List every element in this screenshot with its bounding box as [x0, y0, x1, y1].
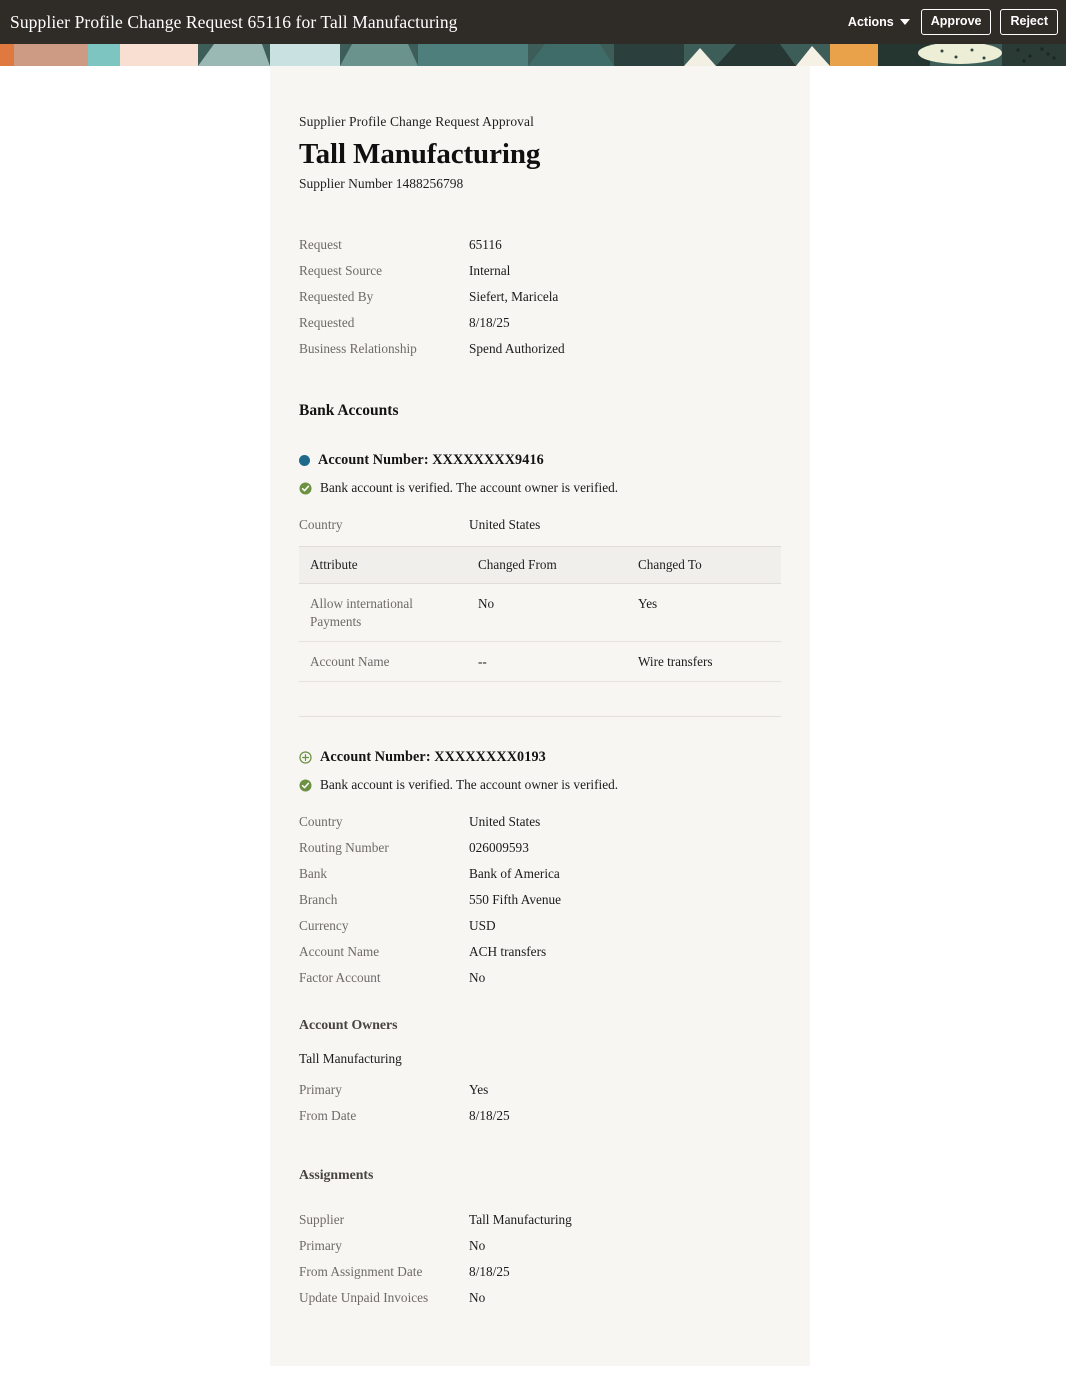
- document-eyebrow: Supplier Profile Change Request Approval: [299, 114, 534, 129]
- account-verification-row: [299, 480, 781, 496]
- account-verification-row: [299, 777, 781, 793]
- detail-row: [299, 340, 781, 358]
- column-header-changed-to: Changed To: [627, 547, 781, 584]
- verification-text: Bank account is verified. The account owner is verified.: [320, 480, 619, 496]
- bank-account-block-1: [299, 452, 781, 682]
- detail-label: Country: [299, 517, 343, 533]
- detail-label: Country: [299, 814, 343, 830]
- detail-row: [299, 969, 781, 987]
- detail-value: Tall Manufacturing: [469, 1211, 572, 1227]
- account-one-details: [299, 516, 781, 534]
- detail-value: Siefert, Maricela: [469, 289, 559, 305]
- decorative-banner-strip: [0, 44, 1066, 66]
- detail-value: 8/18/25: [469, 1263, 510, 1279]
- table-header-row: [299, 547, 781, 584]
- table-row: [299, 641, 781, 681]
- detail-row: [299, 865, 781, 883]
- detail-label: Primary: [299, 1081, 342, 1097]
- detail-value: Internal: [469, 263, 511, 279]
- column-header-attribute: Attribute: [299, 547, 467, 584]
- detail-value: No: [469, 1289, 486, 1305]
- section-divider: [299, 716, 781, 717]
- page-body: [0, 66, 1066, 1375]
- verified-check-icon: [299, 482, 312, 495]
- account-number-label: Account Number: XXXXXXXX9416: [318, 452, 544, 469]
- approval-document-card: [270, 66, 810, 1366]
- account-number-label: Account Number: XXXXXXXX0193: [320, 749, 546, 766]
- document-title: Tall Manufacturing: [299, 138, 541, 170]
- detail-label: Requested: [299, 315, 355, 331]
- supplier-number: Supplier Number 1488256798: [299, 176, 464, 192]
- detail-row: [299, 516, 781, 534]
- detail-label: Supplier: [299, 1211, 345, 1227]
- detail-row: [299, 236, 781, 254]
- detail-row: [299, 1211, 781, 1229]
- detail-label: Account Name: [299, 944, 380, 960]
- verified-check-icon: [299, 779, 312, 792]
- detail-label: Branch: [299, 892, 338, 908]
- cell-changed-to: Yes: [627, 584, 781, 642]
- assignment-fields: [299, 1211, 781, 1307]
- account-header-row[interactable]: [299, 452, 781, 469]
- detail-value: Yes: [469, 1081, 489, 1097]
- actions-menu-button[interactable]: [846, 11, 912, 33]
- account-header-row[interactable]: [299, 749, 781, 766]
- detail-row: [299, 288, 781, 306]
- filled-dot-icon[interactable]: [299, 455, 310, 466]
- detail-value: Spend Authorized: [469, 341, 565, 357]
- cell-attribute: Allow international Payments: [299, 584, 467, 642]
- approve-button[interactable]: Approve: [921, 9, 992, 35]
- detail-value: No: [469, 969, 486, 985]
- detail-row: [299, 1081, 781, 1099]
- detail-value: 65116: [469, 237, 502, 253]
- account-owners-section: [299, 1017, 781, 1125]
- detail-label: Currency: [299, 918, 349, 934]
- detail-label: Factor Account: [299, 969, 381, 985]
- detail-label: Routing Number: [299, 840, 389, 856]
- bank-accounts-heading: Bank Accounts: [299, 402, 399, 420]
- cell-changed-from: No: [467, 584, 627, 642]
- detail-value: Bank of America: [469, 866, 560, 882]
- detail-label: Request Source: [299, 263, 383, 279]
- chevron-down-icon: [900, 19, 910, 25]
- cell-changed-from: --: [467, 641, 627, 681]
- account-owner-name: Tall Manufacturing: [299, 1050, 402, 1066]
- detail-label: Requested By: [299, 289, 374, 305]
- detail-label: Bank: [299, 866, 328, 882]
- detail-label: Update Unpaid Invoices: [299, 1289, 429, 1305]
- cell-attribute: Account Name: [299, 641, 467, 681]
- detail-label: Business Relationship: [299, 341, 417, 357]
- detail-label: Primary: [299, 1237, 342, 1253]
- header-actions-group: [846, 9, 1058, 35]
- detail-value: ACH transfers: [469, 944, 547, 960]
- detail-label: Request: [299, 237, 342, 253]
- column-header-changed-from: Changed From: [467, 547, 627, 584]
- detail-value: United States: [469, 517, 541, 533]
- detail-row: [299, 262, 781, 280]
- detail-value: 8/18/25: [469, 1107, 510, 1123]
- detail-row: [299, 943, 781, 961]
- detail-label: From Assignment Date: [299, 1263, 423, 1279]
- reject-button[interactable]: Reject: [1000, 9, 1058, 35]
- detail-row: [299, 1107, 781, 1125]
- detail-row: [299, 1289, 781, 1307]
- page-title: Supplier Profile Change Request 65116 for Tall Manufacturing: [10, 11, 458, 32]
- detail-row: [299, 891, 781, 909]
- detail-value: USD: [469, 918, 496, 934]
- actions-menu-label: Actions: [847, 15, 894, 29]
- attribute-change-table: [299, 546, 781, 682]
- detail-value: United States: [469, 814, 541, 830]
- detail-row: [299, 839, 781, 857]
- account-two-details: [299, 813, 781, 987]
- detail-label: From Date: [299, 1107, 357, 1123]
- table-row: [299, 584, 781, 642]
- detail-row: [299, 813, 781, 831]
- verification-text: Bank account is verified. The account owner is verified.: [320, 777, 619, 793]
- detail-row: [299, 314, 781, 332]
- detail-row: [299, 1263, 781, 1281]
- assignments-section: [299, 1167, 781, 1307]
- plus-circle-icon[interactable]: [299, 751, 312, 764]
- app-header-bar: [0, 0, 1066, 44]
- detail-value: 026009593: [469, 840, 529, 856]
- account-owners-heading: Account Owners: [299, 1016, 398, 1032]
- cell-changed-to: Wire transfers: [627, 641, 781, 681]
- bank-account-block-2: [299, 749, 781, 1306]
- assignments-heading: Assignments: [299, 1166, 374, 1182]
- detail-row: [299, 917, 781, 935]
- request-details-list: [299, 236, 781, 358]
- detail-value: 8/18/25: [469, 315, 510, 331]
- detail-row: [299, 1237, 781, 1255]
- account-owner-fields: [299, 1081, 781, 1125]
- detail-value: 550 Fifth Avenue: [469, 892, 562, 908]
- detail-value: No: [469, 1237, 486, 1253]
